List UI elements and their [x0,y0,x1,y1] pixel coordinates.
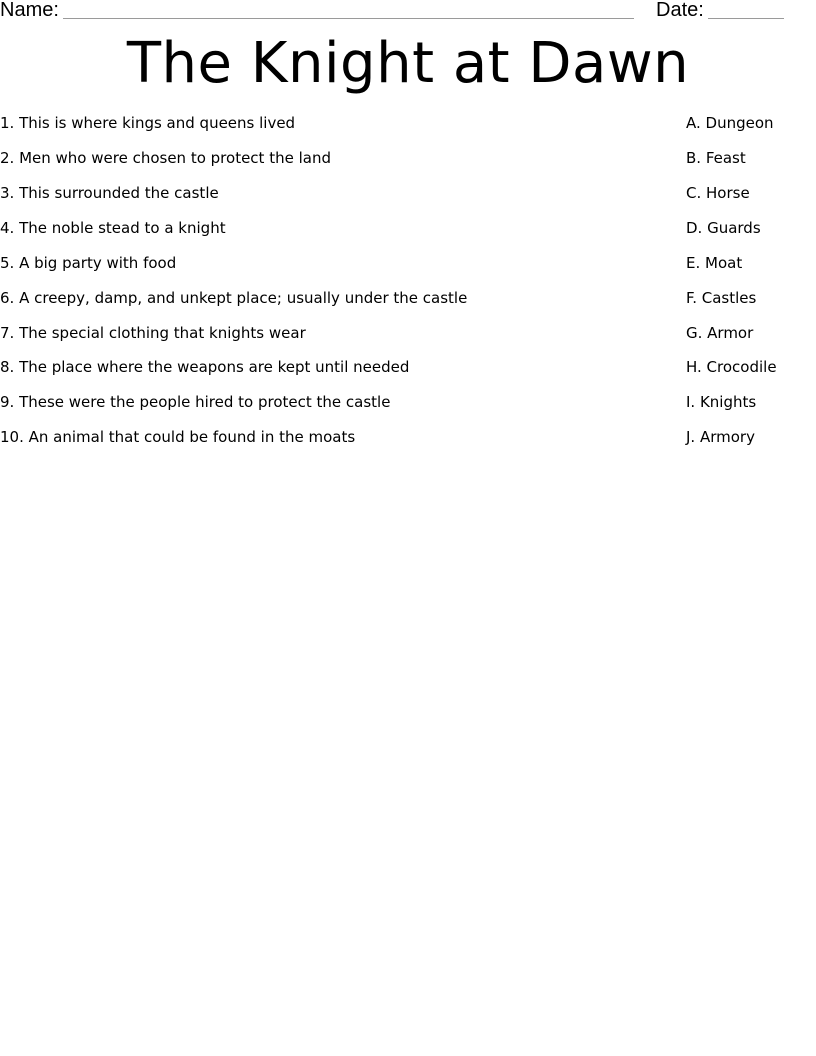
date-label: Date: [656,0,704,21]
question-text: 5. A big party with food [0,254,177,272]
question-text: 7. The special clothing that knights wear [0,324,306,342]
answer-option: G. Armor [686,324,754,342]
answer-option: C. Horse [686,184,750,202]
answer-option: A. Dungeon [686,114,774,132]
matching-row [0,392,816,427]
answer-option: D. Guards [686,219,761,237]
answer-option: H. Crocodile [686,358,777,376]
matching-row [0,288,816,323]
matching-row [0,357,816,392]
answer-option: B. Feast [686,149,746,167]
answer-option: F. Castles [686,289,757,307]
question-text: 8. The place where the weapons are kept until needed [0,358,410,376]
question-text: 9. These were the people hired to protect the castle [0,393,391,411]
answer-option: E. Moat [686,254,743,272]
matching-row [0,183,816,218]
question-text: 4. The noble stead to a knight [0,219,226,237]
matching-row [0,323,816,358]
question-text: 1. This is where kings and queens lived [0,114,296,132]
question-text: 10. An animal that could be found in the moats [0,428,356,446]
question-text: 3. This surrounded the castle [0,184,219,202]
worksheet-header [0,0,816,24]
answer-option: J. Armory [686,428,755,446]
date-line [708,18,784,19]
matching-row [0,218,816,253]
name-label: Name: [0,0,59,21]
question-text: 6. A creepy, damp, and unkept place; usually under the castle [0,289,468,307]
answer-option: I. Knights [686,393,757,411]
matching-row [0,427,816,462]
matching-row [0,253,816,288]
matching-row [0,113,816,148]
name-line [63,18,634,19]
question-text: 2. Men who were chosen to protect the land [0,149,331,167]
matching-row [0,148,816,183]
page-title: The Knight at Dawn [126,31,690,96]
